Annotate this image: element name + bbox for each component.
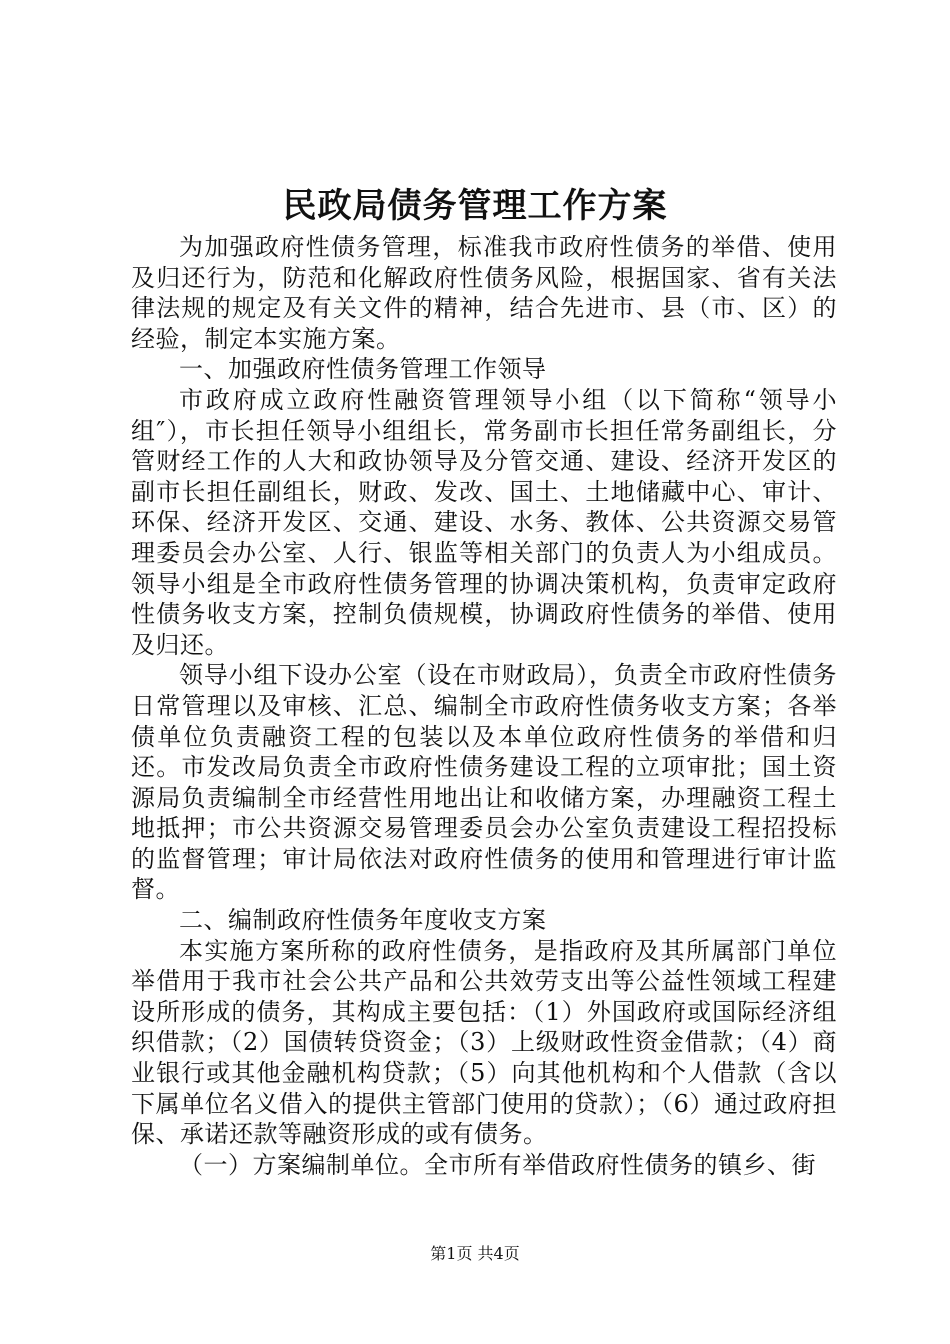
section-heading-1: 一、加强政府性债务管理工作领导 [179,355,547,384]
debt-definition-paragraph: 本实施方案所称的政府性债务，是指政府及其所属部门单位举借用于我市社会公共产品和公共效劳支出等公益性领域工程建设所形成的债务，其构成主要包括：（1）外国政府或国际经济组织借款；（2）国债转贷资金；（3）上级财政性资金借款；（4）商业银行或其他金融机构贷款；（5）向其他机构和个人借款（含以下属单位名义借入的提供主管部门使用的贷款）；（6）通过政府担保、承诺还款等融资形成的或有债务。 [131,936,837,1149]
section-heading-2: 二、编制政府性债务年度收支方案 [179,906,547,935]
page-number-footer: 第1页 共4页 [430,1244,520,1263]
document-body [131,232,837,1180]
leadership-group-paragraph: 市政府成立政府性融资管理领导小组（以下简称“领导小组″），市长担任领导小组组长，常务副市长担任常务副组长，分管财经工作的人大和政协领导及分管交通、建设、经济开发区的副市长担任副组长，财政、发改、国土、土地储藏中心、审计、环保、经济开发区、交通、建设、水务、教体、公共资源交易管理委员会办公室、人行、银监等相关部门的负责人为小组成员。领导小组是全市政府性债务管理的协调决策机构，负责审定政府性债务收支方案，控制负债规模，协调政府性债务的举借、使用及归还。 [131,385,837,659]
office-duties-paragraph: 领导小组下设办公室（设在市财政局），负责全市政府性债务日常管理以及审核、汇总、编制全市政府性债务收支方案；各举债单位负责融资工程的包装以及本单位政府性债务的举借和归还。市发改局负责全市政府性债务建设工程的立项审批；国土资源局负责编制全市经营性用地出让和收储方案，办理融资工程土地抵押；市公共资源交易管理委员会办公室负责建设工程招投标的监督管理；审计局依法对政府性债务的使用和管理进行审计监督。 [131,661,837,904]
plan-unit-paragraph: （一）方案编制单位。全市所有举借政府性债务的镇乡、街 [179,1150,816,1179]
intro-paragraph: 为加强政府性债务管理，标准我市政府性债务的举借、使用及归还行为，防范和化解政府性债务风险，根据国家、省有关法律法规的规定及有关文件的精神，结合先进市、县（市、区）的经验，制定本实施方案。 [131,233,837,353]
document-title: 民政局债务管理工作方案 [282,186,668,226]
